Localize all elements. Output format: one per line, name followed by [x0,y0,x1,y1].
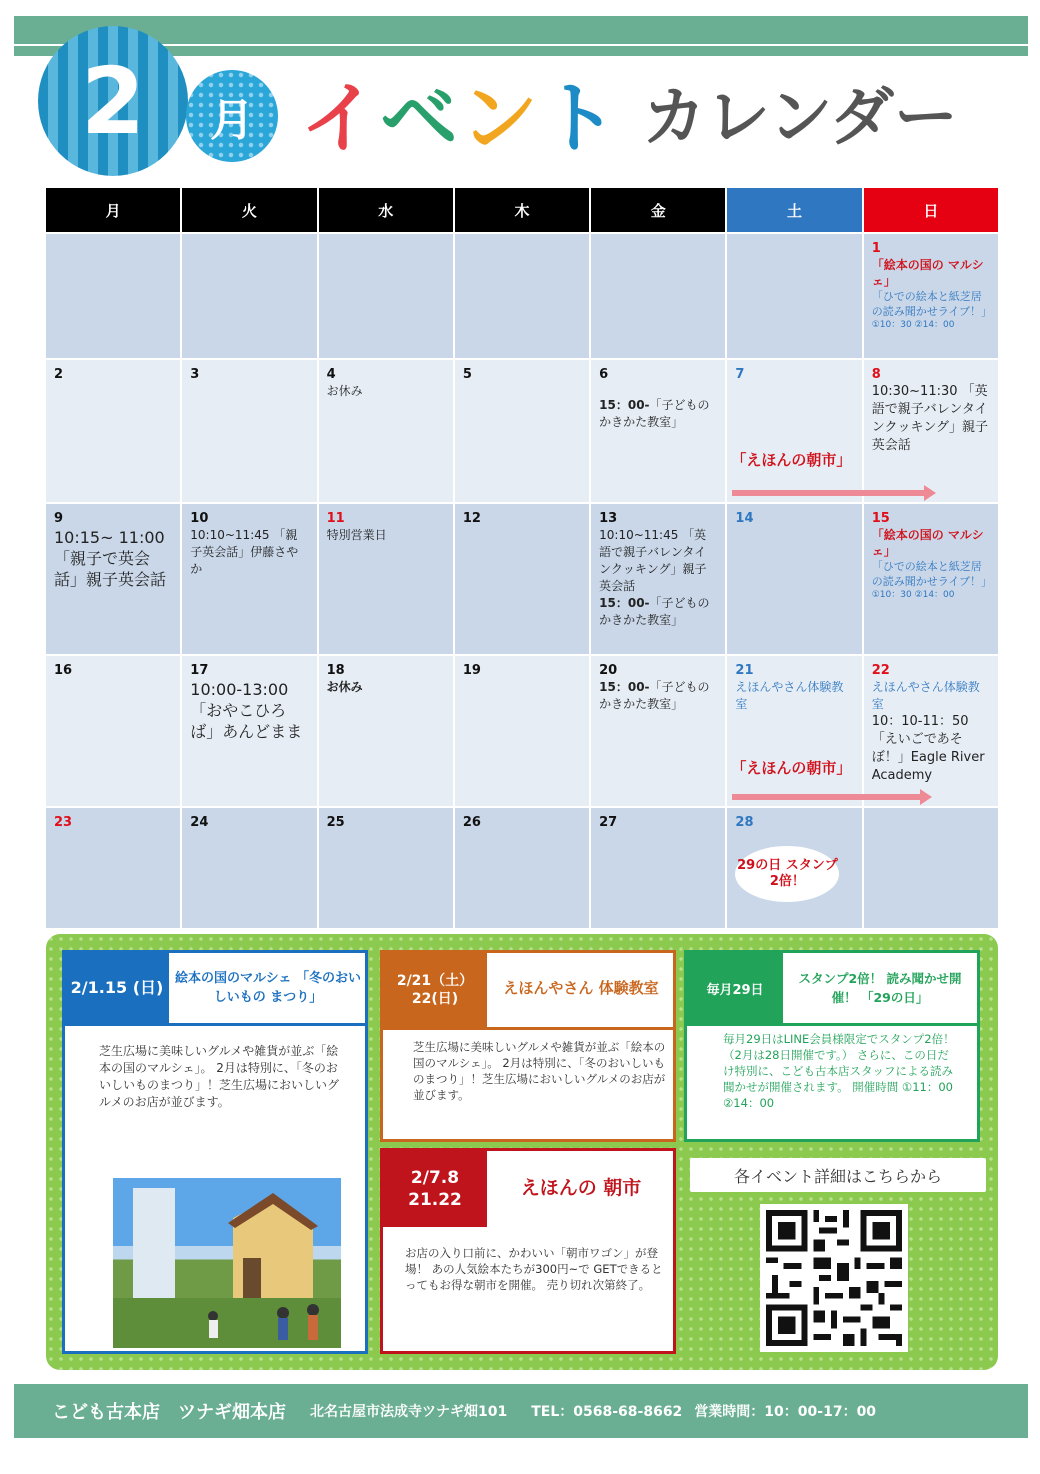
event-text: えほんやさん体験教室 [735,680,844,711]
day-cell-19 [455,656,589,806]
title-event [300,56,620,168]
event-time: ①10：30 ②14：00 [871,320,955,330]
day-cell-17 [182,656,316,806]
day-cell-27 [591,808,725,928]
event-box-body: 芝生広場に美味しいグルメや雑貨が並ぶ「絵本の国のマルシェ」。 2月は特別に、「冬のおいしいものまつり」！芝生広場においしいグルメのお店が並びます。 [99,1044,340,1109]
weekday-sat: 土 [727,188,861,232]
day-cell-26 [455,808,589,928]
footer-address: 北名古屋市法成寺ツナギ畑101 [310,1404,508,1420]
event-text: 10:15~ 11:00「親子で英会話」親子英会話 [54,528,167,589]
event-text: 10:30~11:30 「英語で親子バレンタインクッキング」親子英会話 [871,384,989,453]
event-text: 10:00-13:00 「おやこひろば」あんどまま [190,680,303,741]
day-cell-24 [182,808,316,928]
day-number: 25 [326,815,345,830]
day-cell-1 [864,234,998,358]
day-number: 27 [599,815,618,830]
day-note: お休み [326,384,363,398]
event-box-body: 芝生広場に美味しいグルメや雑貨が並ぶ「絵本の国のマルシェ」。 2月は特別に、「冬のおいしいものまつり」！芝生広場においしいグルメのお店が並びます。 [413,1040,666,1102]
day-number: 14 [735,511,754,526]
event-text: 「子どものかきかた教室」 [599,596,710,627]
calendar-grid [46,234,998,928]
day-cell-empty [864,808,998,928]
asaichi-label: 「えほんの朝市」 [731,451,852,469]
day-number: 26 [462,815,481,830]
qr-label: 各イベント詳細はこちらから [690,1158,986,1192]
asaichi-label: 「えほんの朝市」 [731,759,852,777]
day-number: 9 [54,511,64,526]
event-box-date: 2/21（土） 22(日) [383,953,487,1027]
day-number: 5 [462,367,472,382]
day-number: 1 [871,241,881,256]
day-cell-4 [319,360,453,502]
day-cell-15 [864,504,998,654]
day-number: 11 [326,511,345,526]
event-box-marche [62,950,368,1354]
month-number-circle [38,26,188,176]
event-box-title: えほんやさん 体験教室 [503,978,659,997]
day-number: 24 [190,815,209,830]
day-cell-11 [319,504,453,654]
day-cell-2 [46,360,180,502]
event-desc: 「ひでの絵本と紙芝居の読み聞かせライブ！」 [871,290,993,318]
day-cell-5 [455,360,589,502]
day-cell-6 [591,360,725,502]
event-box-title: 絵本の国のマルシェ 「冬のおいしいもの まつり」 [175,971,361,1005]
day-number: 22 [871,663,890,678]
day-number: 20 [599,663,618,678]
month-kanji-circle [186,70,278,162]
event-title: 「絵本の国の マルシェ」 [871,258,984,288]
day-cell-3 [182,360,316,502]
day-note: お休み [326,680,363,694]
stamp-badge: 29の日 スタンプ2倍！ [735,846,839,902]
day-number: 15 [871,511,890,526]
day-cell-13 [591,504,725,654]
footer-hours: 営業時間：10：00-17：00 [694,1404,877,1420]
day-number: 28 [735,815,754,830]
event-title: 「絵本の国の マルシェ」 [871,528,984,558]
qr-code-icon [760,1204,908,1352]
marche-photo [113,1178,341,1348]
day-cell-empty [727,234,861,358]
day-number: 23 [54,815,73,830]
event-box-divider [383,1027,673,1030]
event-box-title: スタンプ2倍！ 読み聞かせ開催！ 「29の日」 [798,971,962,1005]
event-box-asaichi [380,1148,676,1354]
day-number: 2 [54,367,64,382]
event-desc: 「ひでの絵本と紙芝居の読み聞かせライブ！」 [871,560,993,588]
asaichi-arrow-1 [732,490,924,496]
footer-shop-name: こども古本店 ツナギ畑本店 [52,1402,286,1423]
event-box-date: 毎月29日 [687,953,783,1023]
day-cell-7 [727,360,861,502]
day-number: 8 [871,367,881,382]
event-box-date: 2/1.15 (日) [65,953,169,1023]
day-number: 21 [735,663,754,678]
day-cell-10 [182,504,316,654]
event-box-title: えほんの 朝市 [520,1177,642,1199]
weekday-sun: 日 [864,188,998,232]
day-number: 7 [735,367,745,382]
day-number: 12 [462,511,481,526]
title-calendar: カレンダー [642,81,958,155]
event-box-divider [65,1023,365,1026]
day-number: 4 [326,367,336,382]
footer [14,1384,1028,1438]
event-box-ehonyasan [380,950,676,1142]
day-number: 13 [599,511,618,526]
event-box-body: お店の入り口前に、かわいい「朝市ワゴン」が登場！ あの人気絵本たちが300円~で GETできるとってもお得な朝市を開催。 売り切れ次第終了。 [405,1246,663,1292]
day-cell-28 [727,808,861,928]
day-cell-23 [46,808,180,928]
month-number: 2 [80,47,145,155]
weekday-thu: 木 [455,188,589,232]
title-char-1: イ [300,74,381,164]
day-cell-20 [591,656,725,806]
page-title [300,62,958,162]
weekday-wed: 水 [319,188,453,232]
title-char-3: ン [460,74,541,164]
event-text: 10:10~11:45 「英語で親子バレンタインクッキング」親子英会話 [599,528,707,593]
event-time: 15：00- [599,596,650,610]
day-cell-16 [46,656,180,806]
title-char-4: ト [540,74,621,164]
day-cell-25 [319,808,453,928]
month-kanji: 月 [210,95,254,146]
day-cell-9 [46,504,180,654]
day-cell-empty [182,234,316,358]
event-text: 10:10~11:45 「親子英会話」伊藤さやか [190,528,299,576]
asaichi-arrow-2 [732,794,920,800]
day-note: 特別営業日 [326,528,387,542]
event-box-body: 毎月29日はLINE会員様限定でスタンプ2倍！（2月は28日開催です。） さらに、この日だけ特別に、こども古本店スタッフによる読み聞かせが開催されます。 開催時間 ①11：00 ②14：00 [723,1032,955,1110]
day-number: 18 [326,663,345,678]
event-text: 「子どものかきかた教室」 [599,398,710,429]
calendar [46,188,998,928]
day-cell-empty [591,234,725,358]
day-number: 19 [462,663,481,678]
day-cell-8 [864,360,998,502]
day-cell-12 [455,504,589,654]
weekday-mon: 月 [46,188,180,232]
event-time: 15：00- [599,398,650,412]
event-time: 15：00- [599,680,650,694]
day-cell-empty [455,234,589,358]
day-cell-14 [727,504,861,654]
calendar-header [46,188,998,232]
day-cell-empty [319,234,453,358]
event-text-2: 10：10-11：50 「えいごであそぼ！」Eagle River Academy [871,714,985,783]
event-box-divider [687,1023,977,1026]
event-text: えほんやさん体験教室 [871,680,980,711]
title-char-2: ベ [380,74,461,164]
qr-code[interactable] [760,1204,908,1352]
weekday-fri: 金 [591,188,725,232]
event-text: 「子どものかきかた教室」 [599,680,710,711]
day-number: 3 [190,367,200,382]
footer-tel: TEL：0568-68-8662 [531,1404,683,1420]
day-number: 17 [190,663,209,678]
day-number: 6 [599,367,609,382]
event-time: ①10：30 ②14：00 [871,590,955,600]
event-box-date: 2/7.8 21.22 [383,1151,487,1227]
day-number: 10 [190,511,209,526]
day-cell-18 [319,656,453,806]
day-cell-22 [864,656,998,806]
day-cell-21 [727,656,861,806]
day-cell-empty [46,234,180,358]
top-band [14,16,1028,44]
day-number: 16 [54,663,73,678]
weekday-tue: 火 [182,188,316,232]
event-box-29day [684,950,980,1142]
